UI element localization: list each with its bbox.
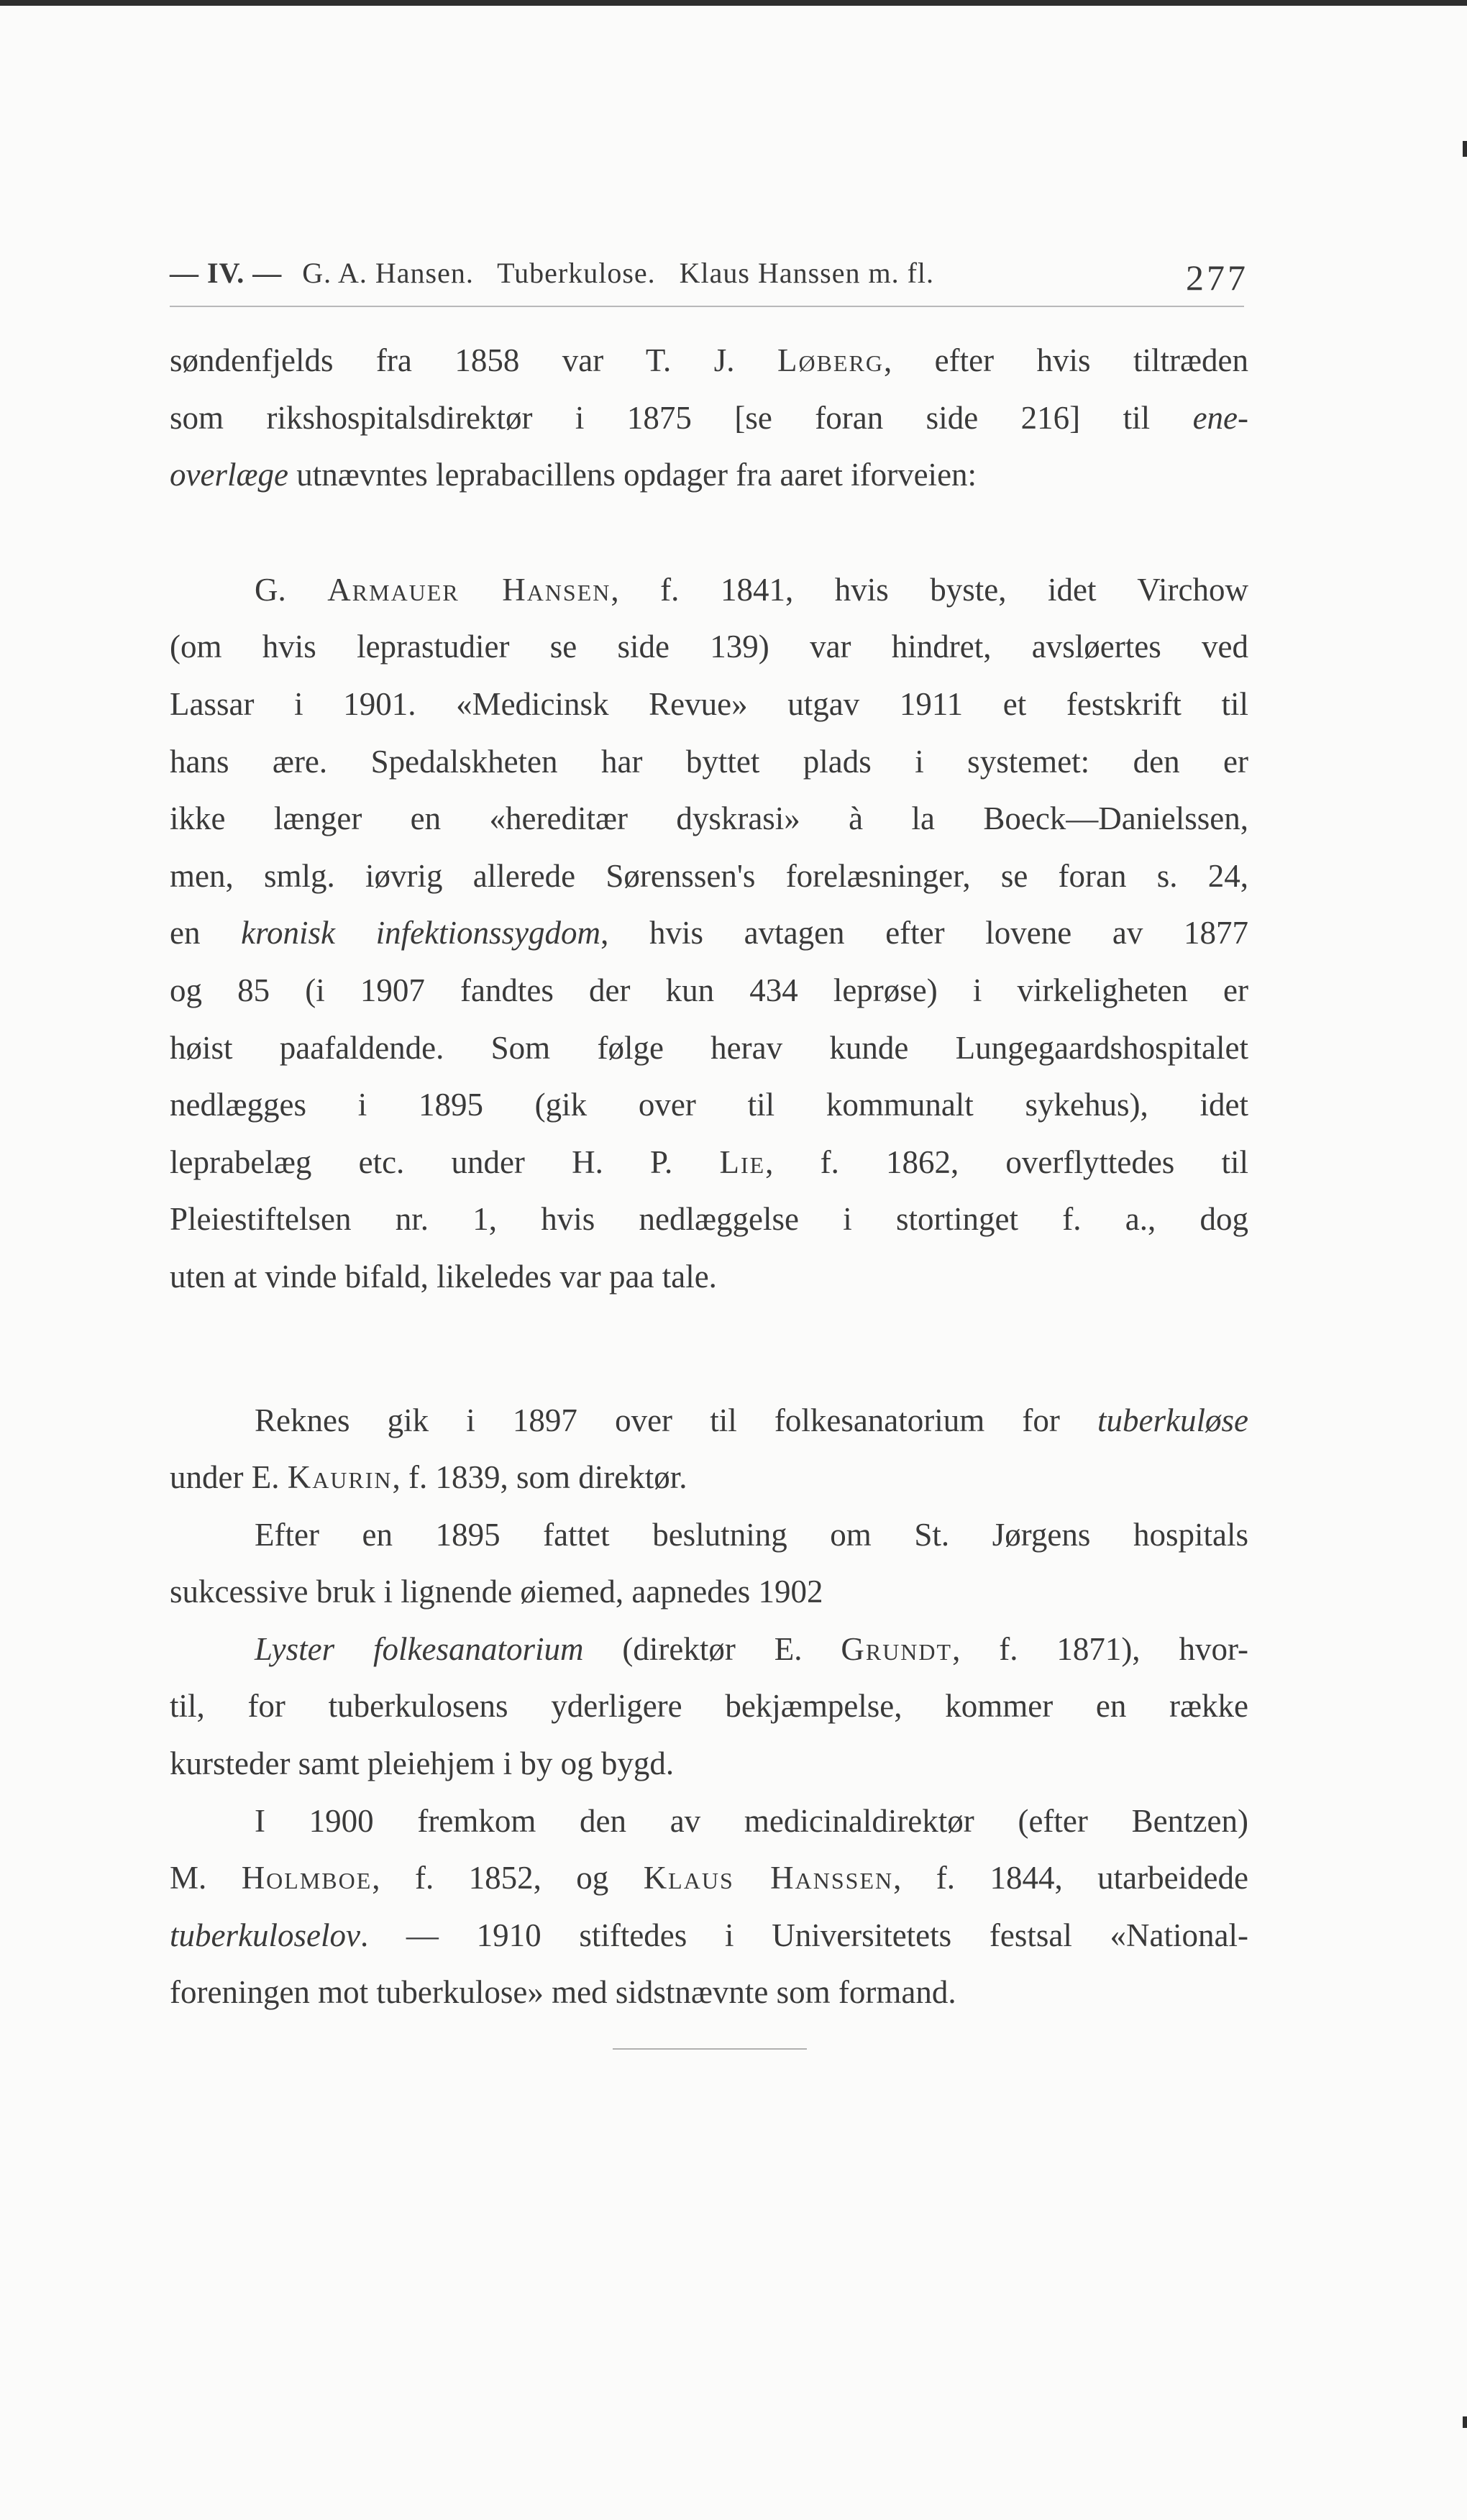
text-run: M. — [170, 1860, 242, 1896]
text-run: utnævntes leprabacillens opdager fra aaret iforveien: — [288, 457, 977, 493]
text-run: og 85 (i 1907 fandtes der kun 434 leprøse) i virkeligheten er — [170, 972, 1248, 1008]
person-name: Lie — [719, 1143, 766, 1180]
text-run: , hvis avtagen efter lovene av 1877 — [600, 915, 1249, 951]
text-run: nedlægges i 1895 (gik over til kommunalt sykehus), idet — [170, 1087, 1248, 1123]
italic-term: tuberkuløse — [1097, 1402, 1248, 1438]
text-line — [170, 1735, 1248, 1793]
text-line — [170, 790, 1248, 848]
text-line — [170, 734, 1248, 791]
scan-top-border — [0, 0, 1467, 6]
text-run: foreningen mot tuberkulose» med sidstnævnte som formand. — [170, 1974, 956, 2011]
text-run: , f. 1839, som direktør. — [392, 1459, 687, 1496]
text-run: , f. 1871), hvor- — [952, 1630, 1249, 1667]
text-line — [170, 848, 1248, 905]
paragraph-gap — [170, 1306, 1248, 1392]
text-run: ikke længer en «hereditær dyskrasi» à la Boeck—Danielssen, — [170, 800, 1248, 837]
text-line — [170, 562, 1248, 619]
text-run: uten at vinde bifald, likeledes var paa tale. — [170, 1258, 717, 1295]
text-run: G. — [255, 571, 328, 608]
text-line — [170, 1563, 1248, 1621]
text-run: høist paafaldende. Som følge herav kunde Lungegaardshospitalet — [170, 1029, 1248, 1066]
person-name: Grundt — [841, 1630, 953, 1667]
text-line — [170, 1793, 1248, 1850]
text-run: Reknes gik i 1897 over til folkesanatorium for — [255, 1402, 1098, 1438]
text-line — [170, 332, 1248, 390]
person-name: Kaurin — [287, 1459, 393, 1496]
running-head — [170, 245, 1248, 302]
text-run: , efter hvis tiltræden — [883, 342, 1248, 378]
scan-edge-mark — [1463, 2416, 1467, 2428]
text-run: . — 1910 stiftedes i Universitetets festsal «National- — [360, 1917, 1248, 1953]
text-line — [170, 1907, 1248, 1965]
text-line — [170, 1134, 1248, 1192]
text-run: til, for tuberkulosens yderligere bekjæmpelse, kommer en række — [170, 1688, 1248, 1725]
text-line — [170, 962, 1248, 1020]
person-name: Holmboe — [241, 1860, 373, 1896]
text-run: en — [170, 915, 242, 951]
text-line — [170, 1392, 1248, 1450]
text-run: I 1900 fremkom den av medicinaldirektør (efter Bentzen) — [255, 1802, 1248, 1839]
text-line — [170, 1248, 1248, 1306]
page-number: 277 — [1186, 257, 1248, 298]
text-run: (direktør E. — [583, 1630, 841, 1667]
paragraph-3 — [170, 1392, 1248, 1507]
text-run: som rikshospitalsdirektør i 1875 [se foran side 216] til — [170, 399, 1193, 436]
text-run: under E. — [170, 1459, 288, 1496]
text-run: kursteder samt pleiehjem i by og bygd. — [170, 1745, 675, 1782]
italic-term: overlæge — [170, 457, 288, 493]
text-run: , f. 1844, utarbeidede — [893, 1860, 1248, 1896]
text-line — [170, 390, 1248, 447]
running-title: G. A. Hansen. Tuberkulose. Klaus Hanssen m. fl. — [302, 257, 935, 289]
text-line — [170, 1449, 1248, 1507]
text-run: hans ære. Spedalskheten har byttet plads i systemet: den er — [170, 743, 1248, 780]
text-line — [170, 1077, 1248, 1134]
italic-term: kronisk infektionssygdom — [241, 915, 601, 951]
text-run: søndenfjelds fra 1858 var T. J. — [170, 342, 777, 378]
text-run: , f. 1841, hvis byste, idet Virchow — [611, 571, 1248, 608]
text-run: men, smlg. iøvrig allerede Sørenssen's forelæsninger, se foran s. 24, — [170, 857, 1248, 894]
end-rule — [613, 2048, 807, 2050]
text-run: (om hvis leprastudier se side 139) var hindret, avsløertes ved — [170, 629, 1248, 665]
paragraph-2 — [170, 562, 1248, 1306]
text-run: , f. 1862, overflyttedes til — [765, 1143, 1248, 1180]
person-name: Klaus Hanssen — [643, 1860, 894, 1896]
chapter-marker: — IV. — — [170, 257, 283, 289]
text-line — [170, 1621, 1248, 1679]
text-line — [170, 1678, 1248, 1735]
text-line — [170, 1964, 1248, 2022]
text-line — [170, 1507, 1248, 1564]
text-line — [170, 447, 1248, 504]
person-name: Armauer Hansen — [327, 571, 611, 608]
body-text — [170, 332, 1248, 2022]
text-run: Lassar i 1901. «Medicinsk Revue» utgav 1911 et festskrift til — [170, 685, 1248, 722]
paragraph-1 — [170, 332, 1248, 504]
paragraph-5 — [170, 1621, 1248, 1793]
text-line — [170, 1850, 1248, 1907]
italic-term: Lyster folkesanatorium — [255, 1630, 584, 1667]
text-line — [170, 618, 1248, 676]
text-line — [170, 1191, 1248, 1248]
scan-edge-mark — [1463, 141, 1467, 157]
text-run: Pleiestiftelsen nr. 1, hvis nedlæggelse i stortinget f. a., dog — [170, 1201, 1248, 1238]
text-run: sukcessive bruk i lignende øiemed, aapnedes 1902 — [170, 1574, 823, 1610]
header-rule — [170, 306, 1244, 307]
text-line — [170, 676, 1248, 734]
paragraph-6 — [170, 1793, 1248, 2022]
text-line — [170, 1020, 1248, 1077]
text-run: leprabelæg etc. under H. P. — [170, 1143, 720, 1180]
text-run: Efter en 1895 fattet beslutning om St. Jørgens hospitals — [255, 1516, 1248, 1553]
text-run: , f. 1852, og — [372, 1860, 644, 1896]
italic-term: ene- — [1192, 399, 1248, 436]
paragraph-gap — [170, 504, 1248, 562]
italic-term: tuberkuloselov — [170, 1917, 360, 1953]
person-name: Løberg — [777, 342, 884, 378]
paragraph-4 — [170, 1507, 1248, 1621]
text-line — [170, 905, 1248, 962]
